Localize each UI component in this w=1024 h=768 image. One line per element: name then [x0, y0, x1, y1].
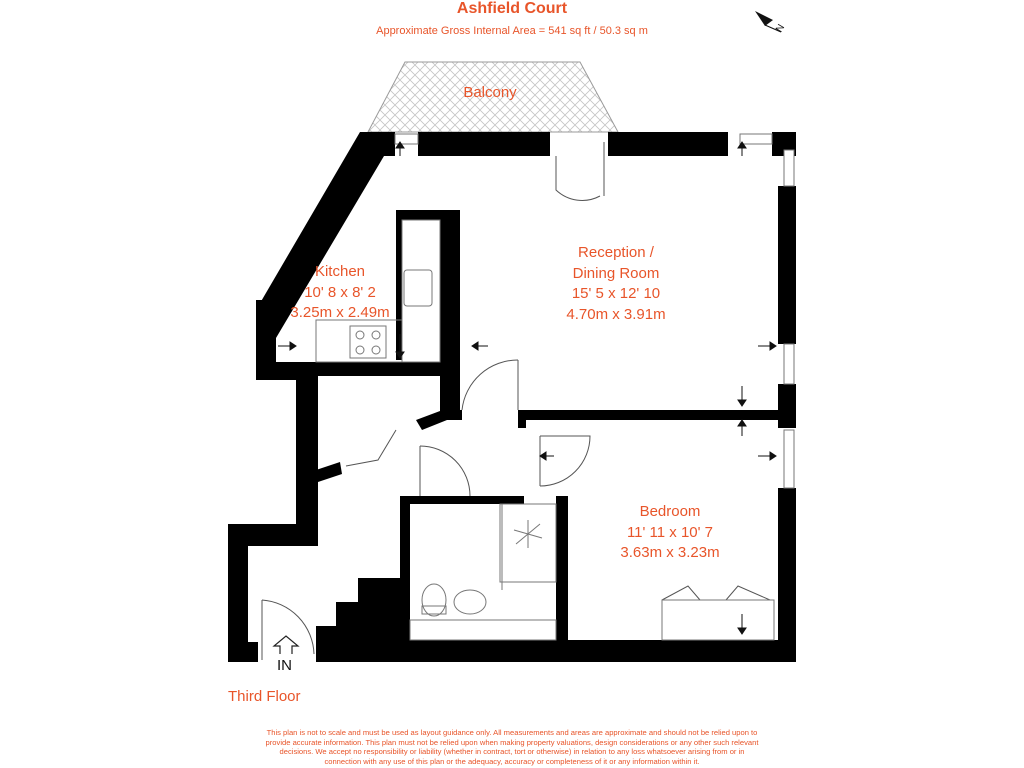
- balcony-label: Balcony: [463, 84, 517, 101]
- entrance-label: IN: [277, 657, 292, 674]
- disclaimer-line: connection with any use of this plan or the adequacy, accuracy or completeness of it or any information within it.: [324, 756, 700, 766]
- disclaimer-text: [220, 728, 804, 766]
- disclaimer-line: This plan is not to scale and must be used as layout guidance only. All measurements and areas are approximate and should not be relied upon to: [266, 728, 758, 737]
- kitchen-metric-size: 3.25m x 2.49m: [290, 304, 390, 321]
- disclaimer-line: decisions. We accept no responsibility or liability (whether in contract, tort or otherwise) in relation to any loss whatsoever arising from or in: [279, 747, 745, 757]
- floor-label: Third Floor: [228, 688, 301, 705]
- reception-name-line2: Dining Room: [572, 264, 660, 282]
- compass-north-label: N: [774, 22, 788, 35]
- plan-title: Ashfield Court: [456, 0, 568, 17]
- kitchen-imperial-size: 10' 8 x 8' 2: [304, 283, 376, 301]
- kitchen-label: [270, 262, 410, 324]
- reception-imperial-size: 15' 5 x 12' 10: [571, 285, 661, 302]
- gross-area-text: Approximate Gross Internal Area = 541 sq ft / 50.3 sq m: [376, 25, 648, 37]
- bedroom-imperial-size: 11' 11 x 10' 7: [626, 523, 714, 541]
- bedroom-name: Bedroom: [639, 503, 701, 520]
- disclaimer-line: provide accurate information. This plan must not be relied upon when making property valuations, design considerations or any other such relevant: [265, 737, 759, 747]
- bathroom-fixtures: [410, 504, 556, 640]
- bedroom-metric-size: 3.63m x 3.23m: [620, 544, 720, 561]
- reception-label: [536, 243, 696, 325]
- wardrobe: [662, 600, 774, 640]
- reception-metric-size: 4.70m x 3.91m: [566, 305, 666, 323]
- bedroom-label: [590, 502, 750, 564]
- reception-name-line1: Reception /: [578, 244, 654, 261]
- kitchen-name: Kitchen: [314, 263, 366, 280]
- entrance-arrow-icon: [274, 636, 298, 654]
